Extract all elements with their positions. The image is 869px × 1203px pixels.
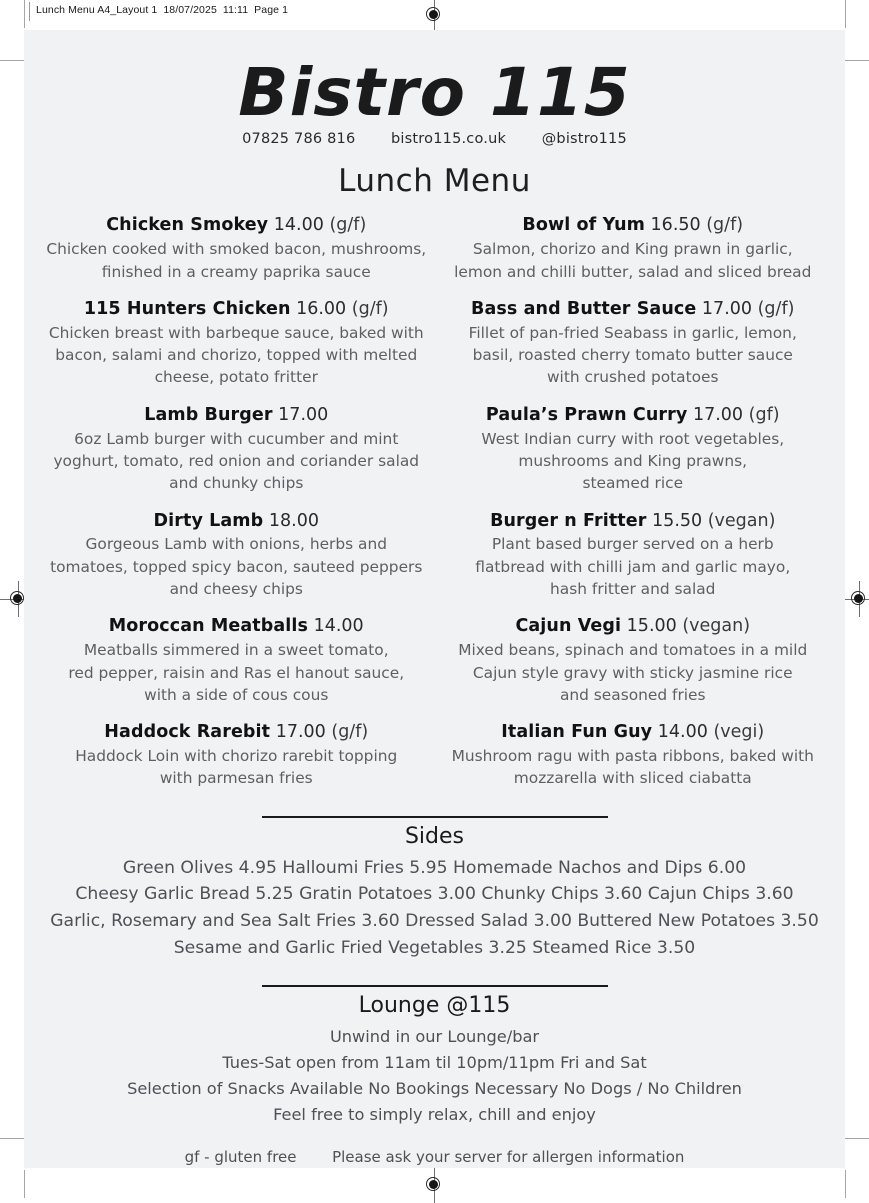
menu-item-description-line: Gorgeous Lamb with onions, herbs and [85,535,388,554]
menu-item [435,616,832,706]
menu-item [38,405,435,495]
section-divider-sides [262,816,608,818]
menu-item-description-line: finished in a creamy paprika sauce [101,262,371,281]
menu-column-right [435,215,832,806]
lounge-line: Selection of Snacks Available No Bookings Necessary No Dogs / No Children [127,1079,742,1099]
menu-item-description [38,428,435,495]
restaurant-name: Bistro 115 [238,54,631,131]
menu-item-description-line: cheese, potato fritter [154,368,318,387]
menu-item-heading [38,722,435,744]
menu-item-price: 17.00 [701,298,753,319]
menu-item-name: Burger n Fritter [490,510,647,531]
menu-item-dietary-tag: (vegi) [713,722,765,743]
lounge-info [24,1024,845,1128]
crop-mark-bottom-right-horizontal [841,1138,869,1139]
sides-list [24,855,845,962]
menu-item-description-line: steamed rice [582,474,684,493]
slug-rule [29,2,30,21]
allergen-notice: Please ask your server for allergen information [332,1148,685,1167]
menu-item-description [435,533,832,600]
menu-item-description-line: hash fritter and salad [550,580,716,599]
menu-item-heading [38,299,435,321]
menu-item-heading [435,722,832,744]
menu-item-heading [435,405,832,427]
menu-item-description [38,322,435,389]
lounge-line: Tues-Sat open from 11am til 10pm/11pm Fri and Sat [222,1053,647,1073]
menu-item-description [38,533,435,600]
menu-item-dietary-tag: (g/f) [757,298,795,319]
menu-item-description [435,639,832,706]
proof-slug-line: Lunch Menu A4_Layout 1 18/07/2025 11:11 Page 1 [36,4,289,16]
menu-item-name: 115 Hunters Chicken [83,298,291,319]
menu-item-description-line: bacon, salami and chorizo, topped with melted [55,346,418,365]
lounge-line: Feel free to simply relax, chill and enjoy [273,1105,596,1125]
menu-item-name: Chicken Smokey [106,215,269,236]
menu-item-heading [38,511,435,533]
sides-line: Green Olives 4.95 Halloumi Fries 5.95 Homemade Nachos and Dips 6.00 [122,857,747,878]
menu-item-heading [435,616,832,638]
sides-line: Garlic, Rosemary and Sea Salt Fries 3.60 Dressed Salad 3.00 Buttered New Potatoes 3.50 [50,911,819,932]
menu-item-price: 14.00 [657,722,708,743]
menu-item-description-line: and chunky chips [169,474,304,493]
menu-item-description-line: Mushroom ragu with pasta ribbons, baked with [451,747,814,766]
menu-item-description-line: red pepper, raisin and Ras el hanout sauce, [68,663,405,682]
menu-item-description [435,322,832,389]
registration-mark-top [421,2,447,28]
registration-mark-right [846,586,869,612]
menu-item-dietary-tag: (g/f) [351,298,389,319]
menu-item-description-line: with a side of cous cous [144,685,329,704]
menu-item-heading [38,405,435,427]
menu-item-description-line: Mixed beans, spinach and tomatoes in a mild [458,641,808,660]
menu-title: Lunch Menu [338,163,531,200]
menu-item [38,299,435,389]
menu-item-name: Cajun Vegi [515,616,622,637]
menu-item [435,511,832,601]
menu-item-name: Italian Fun Guy [501,722,653,743]
contact-line [24,131,845,147]
menu-item-description-line: mushrooms and King prawns, [518,451,748,470]
menu-item-heading [38,215,435,237]
menu-item-description-line: Chicken breast with barbeque sauce, baked with [48,323,424,342]
menu-item-dietary-tag: (g/f) [329,215,367,236]
menu-item-name: Moroccan Meatballs [108,616,309,637]
menu-item-dietary-tag: (vegan) [707,510,776,531]
menu-item-description-line: lemon and chilli butter, salad and sliced bread [454,262,812,281]
menu-item-description-line: Cajun style gravy with sticky jasmine rice [472,663,793,682]
menu-item [38,511,435,601]
crop-mark-top-right-vertical [845,0,846,28]
menu-item-name: Paula’s Prawn Curry [485,404,688,425]
menu-item-dietary-tag: (g/f) [706,215,744,236]
menu-item-description-line: tomatoes, topped spicy bacon, sauteed peppers [50,557,423,576]
menu-item-description [435,238,832,283]
menu-item-description [435,428,832,495]
menu-item-description-line: Chicken cooked with smoked bacon, mushrooms, [46,240,427,259]
sides-line: Cheesy Garlic Bread 5.25 Gratin Potatoes 3.00 Chunky Chips 3.60 Cajun Chips 3.60 [75,884,794,905]
menu-item-description-line: West Indian curry with root vegetables, [481,429,785,448]
menu-item [38,616,435,706]
gluten-free-key: gf - gluten free [184,1148,297,1167]
menu-item-heading [435,215,832,237]
social-handle: @bistro115 [541,131,627,148]
menu-item-dietary-tag: (g/f) [331,722,369,743]
menu-item [38,215,435,283]
menu-column-left [38,215,435,806]
allergen-footnote [24,1148,845,1166]
menu-item-name: Haddock Rarebit [104,722,271,743]
menu-item [435,299,832,389]
menu-item-heading [435,299,832,321]
lounge-line: Unwind in our Lounge/bar [329,1027,540,1047]
menu-item-heading [435,511,832,533]
menu-item-price: 17.00 [692,404,744,425]
menu-item-description-line: 6oz Lamb burger with cucumber and mint [74,429,399,448]
menu-page [24,30,845,1168]
menu-item-description-line: Salmon, chorizo and King prawn in garlic, [472,240,793,259]
menu-item-dietary-tag: (vegan) [682,616,751,637]
menu-item-description [38,238,435,283]
crop-mark-bottom-right-vertical [845,1170,846,1198]
menu-item [435,722,832,790]
menu-item-name: Bass and Butter Sauce [471,298,697,319]
phone-number: 07825 786 816 [242,131,356,148]
menu-item-name: Lamb Burger [144,404,273,425]
registration-mark-bottom [421,1172,447,1198]
menu-item-price: 17.00 [278,404,329,425]
menu-item-description-line: and cheesy chips [169,580,303,599]
menu-item-description [435,745,832,790]
menu-item-description-line: with parmesan fries [159,769,313,788]
menu-item-description-line: yoghurt, tomato, red onion and coriander salad [53,451,420,470]
website-url: bistro115.co.uk [391,131,507,148]
menu-item-description-line: mozzarella with sliced ciabatta [513,769,752,788]
menu-item-name: Bowl of Yum [522,215,645,236]
menu-item-name: Dirty Lamb [153,510,264,531]
menu-item-price: 16.50 [650,215,701,236]
menu-item-price: 16.00 [296,298,347,319]
menu-item [435,405,832,495]
menu-columns [24,215,845,806]
crop-mark-bottom-left-vertical [24,1170,25,1198]
menu-item-heading [38,616,435,638]
menu-item-dietary-tag: (gf) [748,404,780,425]
menu-item-description-line: flatbread with chilli jam and garlic mayo, [475,557,791,576]
crop-mark-top-left-vertical [24,0,25,28]
menu-item-description [38,639,435,706]
menu-item-description-line: Haddock Loin with chorizo rarebit topping [75,747,398,766]
menu-item-price: 15.00 [626,616,677,637]
menu-item-description-line: Plant based burger served on a herb [491,535,774,554]
menu-item-description [38,745,435,790]
menu-item-price: 14.00 [313,616,364,637]
menu-item-description-line: Meatballs simmered in a sweet tomato, [83,641,389,660]
menu-item-description-line: basil, roasted cherry tomato butter sauce [472,346,793,365]
menu-item-price: 17.00 [275,722,326,743]
menu-item-description-line: Fillet of pan-fried Seabass in garlic, lemon, [468,323,797,342]
sides-line: Sesame and Garlic Fried Vegetables 3.25 Steamed Rice 3.50 [173,937,696,958]
menu-item-price: 14.00 [273,215,324,236]
menu-item-description-line: and seasoned fries [559,685,706,704]
crop-mark-top-right-horizontal [841,60,869,61]
menu-item-price: 15.50 [652,510,703,531]
menu-item-description-line: with crushed potatoes [546,368,719,387]
section-divider-lounge [262,985,608,987]
lounge-heading: Lounge @115 [358,993,511,1019]
sides-heading: Sides [404,823,465,849]
menu-item [38,722,435,790]
menu-item [435,215,832,283]
menu-item-price: 18.00 [268,510,319,531]
